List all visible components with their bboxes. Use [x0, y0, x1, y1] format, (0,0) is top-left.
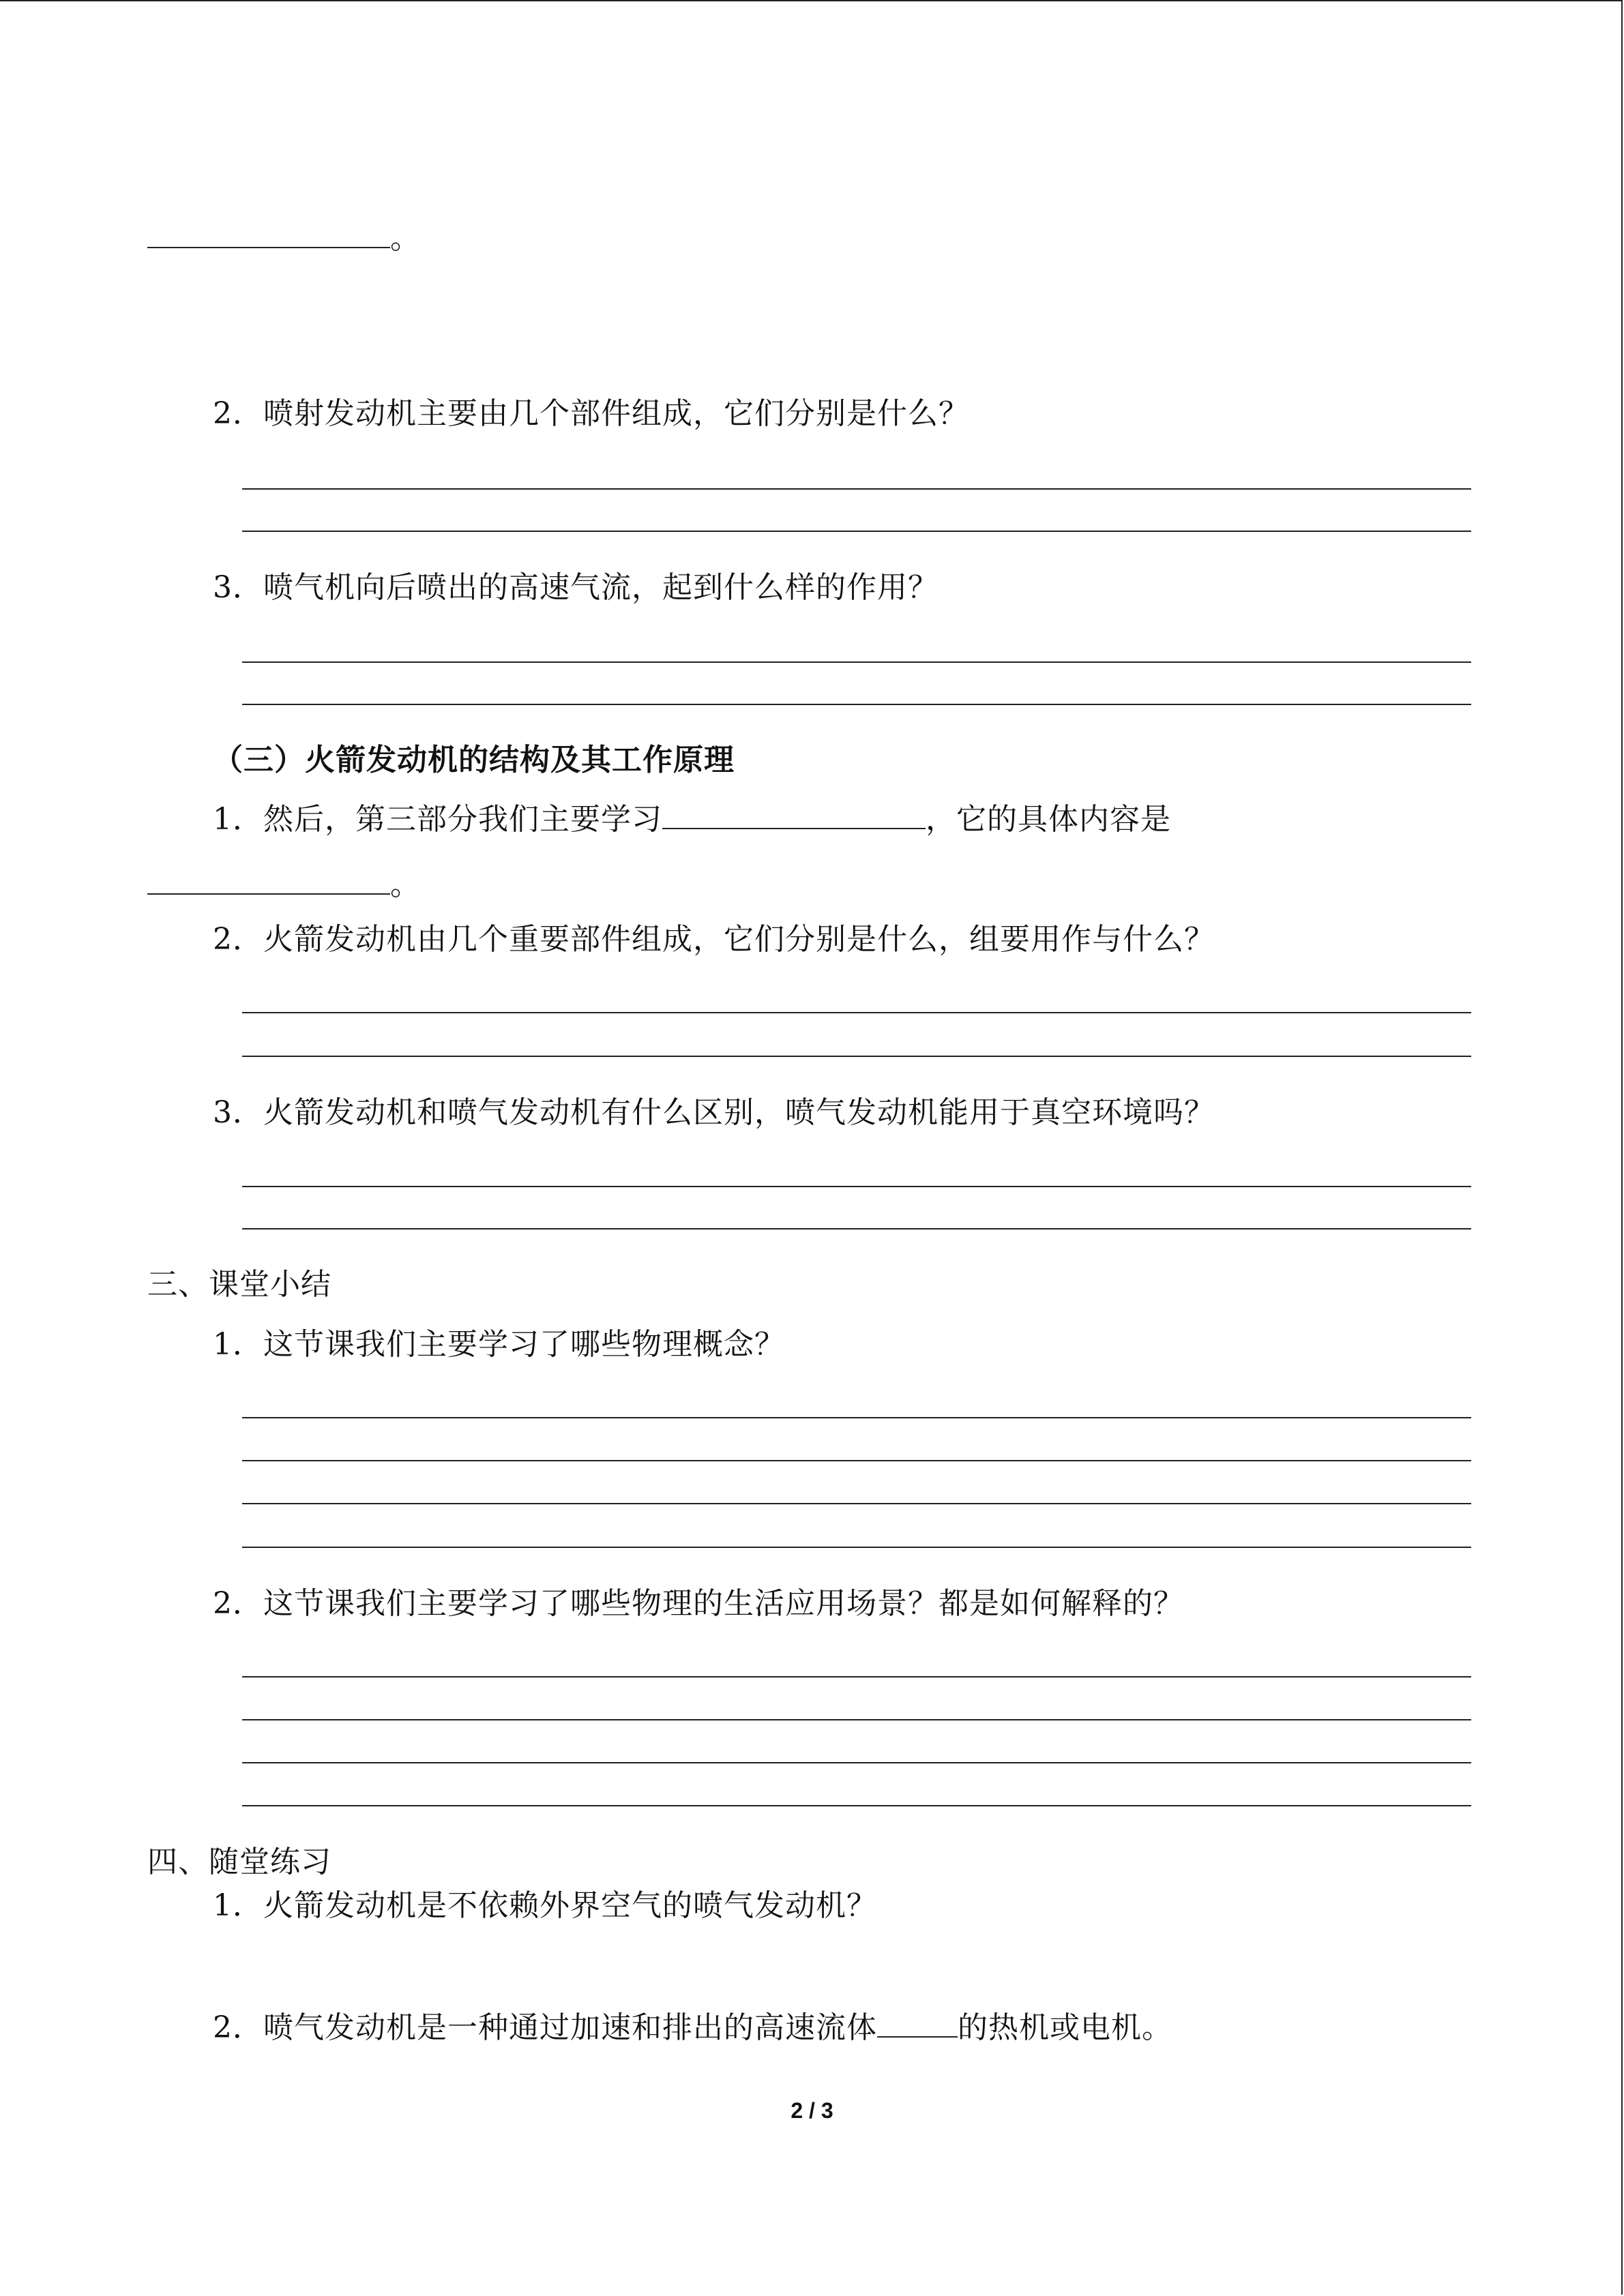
question-rocket-vs-jet: 3．火箭发动机和喷气发动机有什么区别，喷气发动机能用于真空环境吗？ [213, 1095, 1215, 1130]
question-physics-concepts: 1．这节课我们主要学习了哪些物理概念？ [213, 1327, 785, 1362]
answer-line[interactable] [242, 661, 1471, 663]
section-heading-practice: 四、随堂练习 [147, 1845, 331, 1879]
section-heading-summary: 三、课堂小结 [147, 1267, 331, 1302]
answer-line[interactable] [242, 488, 1471, 490]
question-rocket-engine-parts: 2．火箭发动机由几个重要部件组成，它们分别是什么，组要用作与什么？ [213, 922, 1215, 957]
question-text: ，它的具体内容是 [926, 802, 1171, 837]
period: 。 [390, 867, 421, 902]
question-jet-engine-parts: 2．喷射发动机主要由几个部件组成，它们分别是什么？ [213, 396, 969, 431]
top-fill-blank-line [147, 220, 421, 258]
answer-line[interactable] [242, 1719, 1471, 1720]
answer-line[interactable] [242, 1460, 1471, 1461]
fill-blank[interactable] [877, 2009, 958, 2038]
practice-question-2 [213, 2009, 1172, 2047]
question-text: 2．喷气发动机是一种通过加速和排出的高速流体 [213, 2010, 877, 2045]
answer-line[interactable] [242, 1186, 1471, 1187]
answer-line[interactable] [242, 1012, 1471, 1013]
question-third-part [213, 801, 1171, 839]
page-number: 2 / 3 [791, 2098, 833, 2123]
answer-line[interactable] [242, 1056, 1471, 1057]
answer-line[interactable] [242, 1547, 1471, 1548]
answer-line[interactable] [242, 1676, 1471, 1678]
answer-line[interactable] [242, 1805, 1471, 1806]
fill-blank[interactable] [147, 866, 390, 895]
period: 。 [390, 221, 421, 256]
answer-line[interactable] [242, 531, 1471, 532]
answer-line[interactable] [242, 1503, 1471, 1504]
fill-blank[interactable] [662, 801, 926, 829]
question-text: 的热机或电机。 [958, 2010, 1172, 2045]
answer-line[interactable] [242, 1417, 1471, 1418]
question-text: 1．然后，第三部分我们主要学习 [213, 802, 662, 837]
answer-line[interactable] [242, 704, 1471, 705]
question-jet-airflow-role: 3．喷气机向后喷出的高速气流，起到什么样的作用？ [213, 570, 939, 605]
answer-line[interactable] [242, 1228, 1471, 1229]
answer-line[interactable] [242, 1762, 1471, 1763]
section-heading-rocket-engine: （三）火箭发动机的结构及其工作原理 [213, 743, 735, 777]
fill-blank[interactable] [147, 220, 390, 248]
practice-question-1: 1．火箭发动机是不依赖外界空气的喷气发动机？ [213, 1888, 877, 1923]
question-life-applications: 2．这节课我们主要学习了哪些物理的生活应用场景？都是如何解释的？ [213, 1586, 1184, 1621]
fill-blank-continuation [147, 866, 421, 904]
